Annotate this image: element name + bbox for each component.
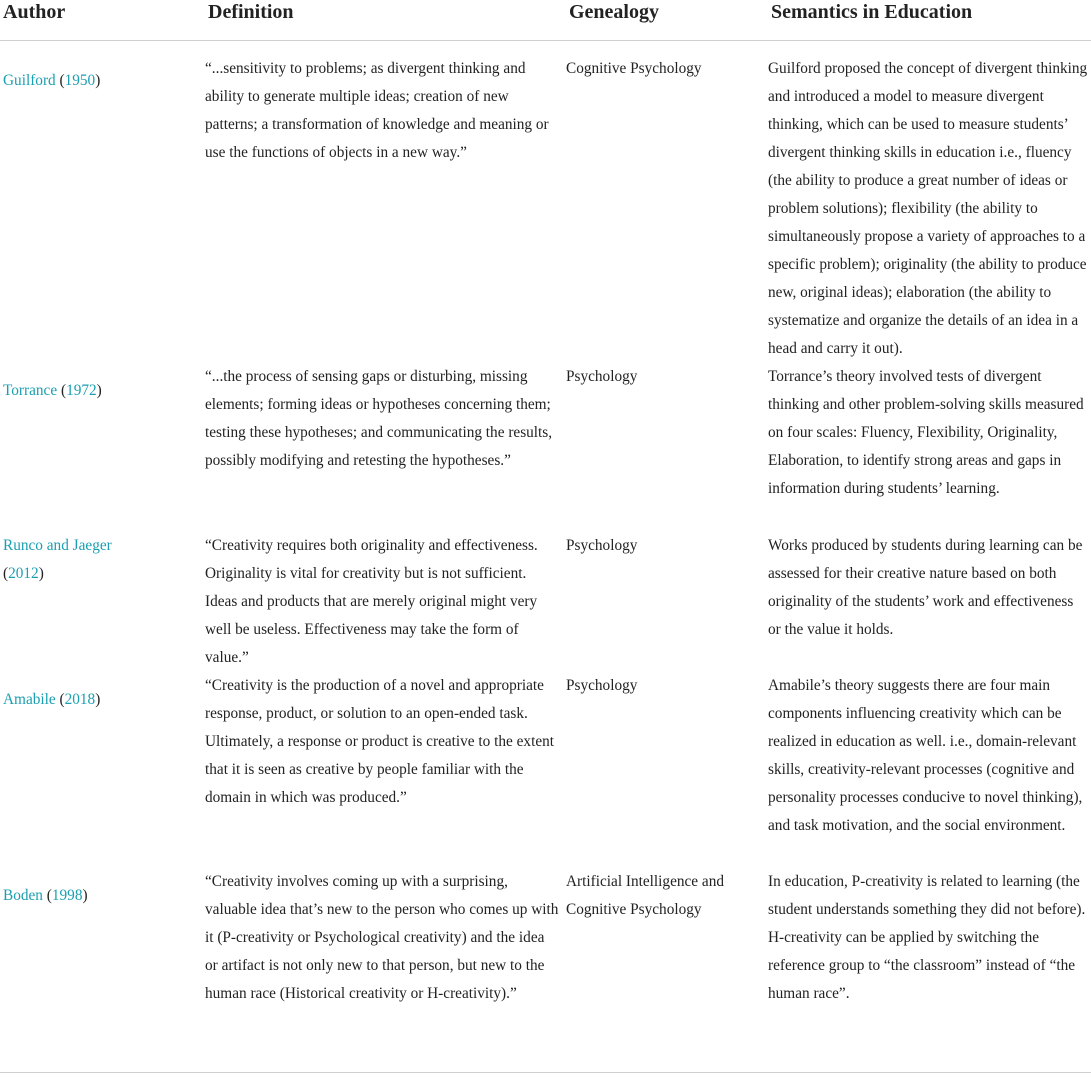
author-paren-open: (	[55, 691, 65, 708]
semantics-cell: Amabile’s theory suggests there are four main components influencing creativity which can be realized in education as well. i.e., domain-relevant skills, creativity-relevant processes (cognitive and personality processes conducive to novel thinking), and task motivation, and the social environment.	[768, 677, 1083, 834]
author-paren-close: )	[38, 565, 44, 582]
definition-cell: “Creativity involves coming up with a surprising, valuable idea that’s new to the person who comes up with it (P-creativity or Psychological creativity) and the idea or artifact is not only new to that person, but new to the human race (Historical creativity or H-creativity).”	[205, 873, 559, 1002]
header-author: Author	[0, 0, 205, 41]
semantics-cell: Works produced by students during learning can be assessed for their creative nature based on both originality of the students’ work and effectiveness or the value it holds.	[768, 537, 1083, 638]
definition-cell: “...sensitivity to problems; as divergent thinking and ability to generate multiple ideas; creation of new patterns; a transformation of knowledge and meaning or use the functions of objects in a new way.”	[205, 60, 549, 161]
semantics-cell: Guilford proposed the concept of divergent thinking and introduced a model to measure divergent thinking, which can be used to measure students’ divergent thinking skills in education i.e., fluency (the ability to produce a great number of ideas or problem solutions); flexibility (the ability to simultaneously propose a variety of approaches to a specific problem); originality (the ability to produce new, original ideas); elaboration (the ability to systematize and organize the details of an idea in a head and carry it out).	[768, 60, 1088, 357]
author-link[interactable]: Runco and Jaeger	[3, 537, 112, 554]
genealogy-cell: Psychology	[566, 677, 638, 694]
author-paren-close: )	[95, 72, 101, 89]
table-row	[0, 868, 1091, 1074]
semantics-cell: In education, P-creativity is related to learning (the student understands something they did not before). H-creativity can be applied by switching the reference group to “the classroom” instead of “the human race”.	[768, 873, 1086, 1002]
table-bottom-rule	[0, 1072, 1091, 1073]
genealogy-cell: Psychology	[566, 368, 638, 385]
year-link[interactable]: 2012	[8, 565, 39, 582]
header-genealogy: Genealogy	[566, 0, 768, 41]
author-cell	[0, 868, 205, 1074]
author-paren-open: (	[57, 382, 67, 399]
author-paren-open: (	[42, 887, 52, 904]
author-link[interactable]: Torrance	[3, 382, 58, 399]
author-paren-close: )	[96, 382, 102, 399]
table-row	[0, 363, 1091, 532]
author-link[interactable]: Boden	[3, 887, 43, 904]
table-row	[0, 532, 1091, 672]
year-link[interactable]: 1950	[64, 72, 96, 89]
author-paren-open: (	[3, 565, 9, 582]
genealogy-cell: Psychology	[566, 537, 638, 554]
header-semantics: Semantics in Education	[768, 0, 1091, 41]
semantics-cell: Torrance’s theory involved tests of divergent thinking and other problem-solving skills measured on four scales: Fluency, Flexibility, Originality, Elaboration, to identify strong areas and gaps in information during students’ learning.	[768, 368, 1084, 497]
year-link[interactable]: 2018	[64, 691, 96, 708]
year-link[interactable]: 1972	[66, 382, 97, 399]
author-cell	[0, 532, 205, 672]
author-paren-close: )	[82, 887, 88, 904]
author-cell	[0, 363, 205, 532]
table-row	[0, 672, 1091, 868]
author-paren-close: )	[95, 691, 101, 708]
author-cell	[0, 41, 205, 364]
genealogy-cell: Cognitive Psychology	[566, 60, 702, 77]
author-link[interactable]: Guilford	[3, 72, 56, 89]
table-row	[0, 41, 1091, 364]
genealogy-cell: Artificial Intelligence and Cognitive Psychology	[566, 873, 724, 918]
table-header-row	[0, 0, 1091, 41]
definition-cell: “...the process of sensing gaps or disturbing, missing elements; forming ideas or hypotheses concerning them; testing these hypotheses; and communicating the results, possibly modifying and retesting the hypotheses.”	[205, 368, 553, 469]
definition-cell: “Creativity is the production of a novel and appropriate response, product, or solution to an open-ended task. Ultimately, a response or product is creative to the extent that it is seen as creative by people familiar with the domain in which was produced.”	[205, 677, 555, 806]
year-link[interactable]: 1998	[51, 887, 83, 904]
author-paren-open: (	[55, 72, 65, 89]
definition-cell: “Creativity requires both originality and effectiveness. Originality is vital for creativity but is not sufficient. Ideas and products that are merely original might very well be useless. Effectiveness may take the form of value.”	[205, 537, 538, 666]
header-definition: Definition	[205, 0, 566, 41]
author-cell	[0, 672, 205, 868]
author-link[interactable]: Amabile	[3, 691, 56, 708]
